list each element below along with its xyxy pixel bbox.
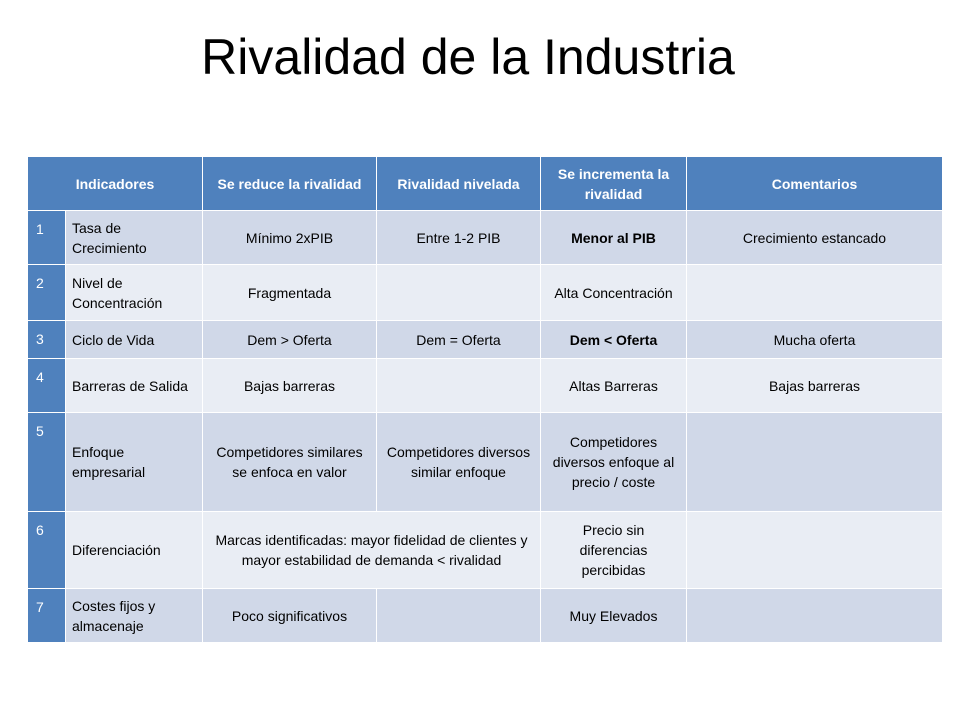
row-label: Ciclo de Vida bbox=[66, 321, 203, 359]
row-number: 6 bbox=[28, 512, 66, 589]
cell-reduce: Fragmentada bbox=[203, 265, 377, 321]
row-number: 7 bbox=[28, 589, 66, 643]
cell-reduce: Competidores similares se enfoca en valor bbox=[203, 413, 377, 512]
header-incrementa: Se incrementa la rivalidad bbox=[541, 157, 687, 211]
cell-comentarios bbox=[687, 512, 943, 589]
cell-incrementa: Muy Elevados bbox=[541, 589, 687, 643]
row-label: Tasa de Crecimiento bbox=[66, 211, 203, 265]
cell-nivelada bbox=[377, 359, 541, 413]
table-row bbox=[28, 512, 943, 589]
cell-reduce: Poco significativos bbox=[203, 589, 377, 643]
table-row bbox=[28, 265, 943, 321]
table-row bbox=[28, 413, 943, 512]
cell-comentarios: Crecimiento estancado bbox=[687, 211, 943, 265]
header-indicadores: Indicadores bbox=[28, 157, 203, 211]
cell-nivelada: Competidores diversos similar enfoque bbox=[377, 413, 541, 512]
table-row bbox=[28, 321, 943, 359]
cell-reduce: Dem > Oferta bbox=[203, 321, 377, 359]
cell-incrementa: Menor al PIB bbox=[541, 211, 687, 265]
cell-incrementa: Competidores diversos enfoque al precio / coste bbox=[541, 413, 687, 512]
table-row bbox=[28, 589, 943, 643]
cell-merged: Marcas identificadas: mayor fidelidad de clientes y mayor estabilidad de demanda < rivalidad bbox=[203, 512, 541, 589]
header-reduce: Se reduce la rivalidad bbox=[203, 157, 377, 211]
cell-comentarios: Bajas barreras bbox=[687, 359, 943, 413]
row-label: Costes fijos y almacenaje bbox=[66, 589, 203, 643]
row-label: Diferenciación bbox=[66, 512, 203, 589]
cell-nivelada: Dem = Oferta bbox=[377, 321, 541, 359]
row-number: 5 bbox=[28, 413, 66, 512]
cell-incrementa: Alta Concentración bbox=[541, 265, 687, 321]
cell-incrementa: Dem < Oferta bbox=[541, 321, 687, 359]
cell-comentarios bbox=[687, 589, 943, 643]
row-label: Barreras de Salida bbox=[66, 359, 203, 413]
cell-nivelada bbox=[377, 589, 541, 643]
cell-incrementa: Altas Barreras bbox=[541, 359, 687, 413]
row-label: Nivel de Concentración bbox=[66, 265, 203, 321]
row-number: 1 bbox=[28, 211, 66, 265]
cell-comentarios: Mucha oferta bbox=[687, 321, 943, 359]
page-title: Rivalidad de la Industria bbox=[201, 29, 735, 85]
header-row bbox=[28, 157, 943, 211]
cell-incrementa: Precio sin diferencias percibidas bbox=[541, 512, 687, 589]
header-comentarios: Comentarios bbox=[687, 157, 943, 211]
row-number: 3 bbox=[28, 321, 66, 359]
rivalry-table bbox=[27, 156, 943, 643]
header-nivelada: Rivalidad nivelada bbox=[377, 157, 541, 211]
row-number: 2 bbox=[28, 265, 66, 321]
table-row bbox=[28, 359, 943, 413]
cell-comentarios bbox=[687, 265, 943, 321]
cell-nivelada bbox=[377, 265, 541, 321]
cell-comentarios bbox=[687, 413, 943, 512]
row-label: Enfoque empresarial bbox=[66, 413, 203, 512]
cell-reduce: Mínimo 2xPIB bbox=[203, 211, 377, 265]
row-number: 4 bbox=[28, 359, 66, 413]
cell-nivelada: Entre 1-2 PIB bbox=[377, 211, 541, 265]
table-row bbox=[28, 211, 943, 265]
cell-reduce: Bajas barreras bbox=[203, 359, 377, 413]
